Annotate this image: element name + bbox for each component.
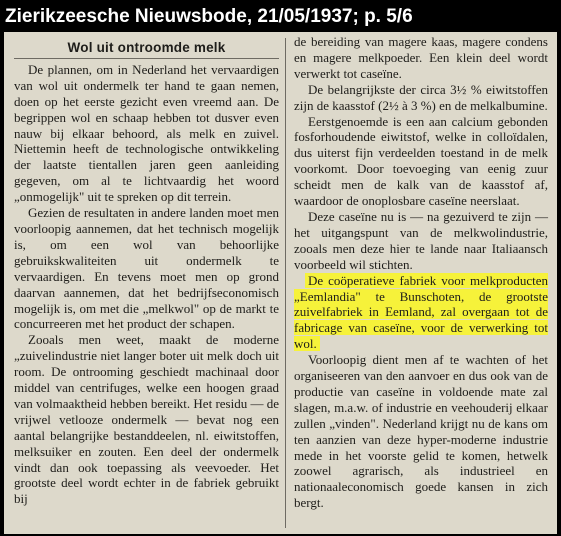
left-column <box>14 32 279 534</box>
headline-rule <box>14 58 279 59</box>
page-header-title: Zierikzeesche Nieuwsbode, 21/05/1937; p. 5/6 <box>5 6 413 27</box>
paragraph-2: Gezien de resultaten in andere landen moet men voorloopig aannemen, dat het technisch mogelijk is, om een wol van behoorlijke gebruikskwaliteiten uit ondermelk te vervaardigen. En tevens moet men op grond daarvan aannemen, dat het bedrijfseconomisch mogelijk is, om met die „melkwol" op de markt te concurreeren met het product der schapen. <box>14 205 279 332</box>
highlight-marker: De coöperatieve fabriek voor melkproducten „Eemlandia" te Bunschoten, de grootste zuivelfabriek in Eemland, zal overgaan tot de fabricage van caseïne, voor de verwerking tot wol. <box>294 272 548 352</box>
article-headline: Wol uit ontroomde melk <box>67 40 226 55</box>
paragraph-1: De plannen, om in Nederland het vervaardigen van wol uit ondermelk ter hand te gaan nemen, doen op het eerste gezicht even vreemd aan. De begrippen wol en schaap hebben tot dusver even nauw bij elkaar behoord, als melk en zuivel. Niettemin heeft de technologische ontwikkeling der laatste tientallen jaren geen aanleiding gegeven, om al te lichtvaardig het woord „onmogelijk" uit te spreken op dit terrein. <box>14 61 279 205</box>
paragraph-5: Eerstgenoemde is een aan calcium gebonden fosforhoudende eiwitstof, welke in colloïdalen, dus uiterst fijn verdeelden toestand in de melk voorkomt. Door toevoeging van eenig zuur scheidt men de kalk van de kaasstof af, waardoor de onoplosbare caseïne neerslaat. <box>294 113 548 209</box>
continued-text: de bereiding van magere kaas, magere condens en magere melkpoeder. Een klein deel wordt verwerkt tot caseïne. <box>294 34 548 81</box>
closing-paragraph: Voorloopig dient men af te wachten of het organiseeren van den aanvoer en dus ook van de productie van caseïne in voldoende mate zal slagen, m.a.w. of industrie en veehouderij elkaar zullen „vinden". Nederland krijgt nu de kans om ten aanzien van deze hyper-moderne industrie mede in het voorste gelid te komen, hetwelk zoowel agrarisch, als industrieel en nationaaleconomisch goede kansen in zich bergt. <box>294 352 548 511</box>
paragraph-3: Zooals men weet, maakt de moderne „zuivelindustrie niet langer boter uit melk doch uit room. De ontrooming geschiedt machinaal door middel van centrifuges, welke een hoogen graad van volmaaktheid hebben bereikt. Het residu — de vrijwel vetlooze ondermelk — bevat nog een aantal belangrijke bestanddeelen, nl. eiwitstoffen, melksuiker en zouten. Een deel der ondermelk vindt dan ook toepassing als veevoeder. Het grootste deel wordt echter in de fabriek gebruikt bij <box>14 332 279 507</box>
right-column <box>294 32 548 534</box>
column-divider <box>285 38 286 528</box>
newspaper-clipping <box>4 32 557 534</box>
paragraph-4: De belangrijkste der circa 3½ % eiwitstoffen zijn de kaasstof (2½ à 3 %) en de melkalbumine. <box>294 81 548 113</box>
paragraph-6: Deze caseïne nu is — na gezuiverd te zijn — het uitgangspunt van de melkwolindustrie, zooals men deze hier te lande naar Italiaansch voorbeeld wil stichten. <box>294 208 548 272</box>
highlighted-paragraph <box>294 273 548 353</box>
